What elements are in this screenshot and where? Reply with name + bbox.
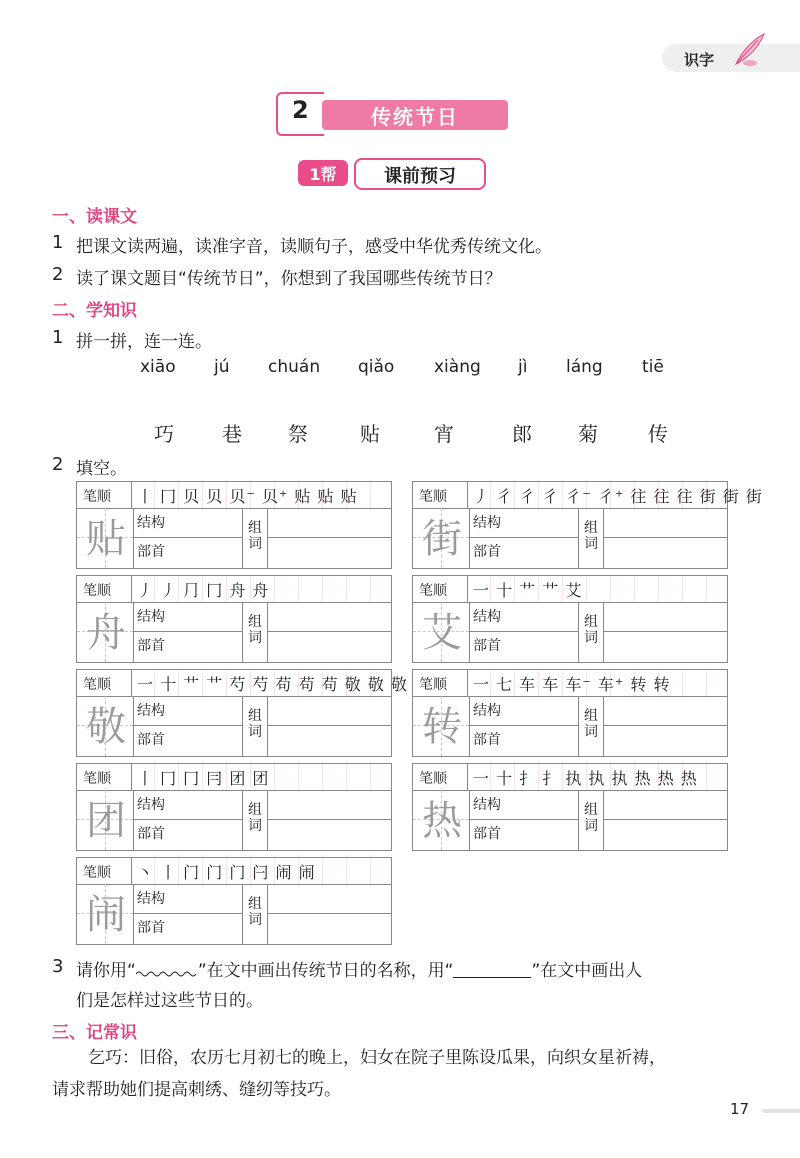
divider xyxy=(467,482,468,508)
divider xyxy=(242,696,243,756)
hanzi-item: 祭 xyxy=(288,422,308,446)
stroke-order-label: 笔顺 xyxy=(419,489,447,505)
divider xyxy=(469,790,470,850)
radical-label: 部首 xyxy=(473,638,501,654)
divider xyxy=(242,790,243,850)
pinyin-item: chuán xyxy=(268,357,321,377)
word-formation-label: 组词 xyxy=(248,614,262,646)
structure-label: 结构 xyxy=(137,891,165,907)
divider xyxy=(603,696,604,756)
stroke-order-sequence: 丨 冂 冂 冃 团 团 xyxy=(137,769,270,788)
stroke-order-label: 笔顺 xyxy=(83,771,111,787)
divider xyxy=(131,858,132,884)
stroke-order-sequence: 一 十 艹 艹 艾 xyxy=(473,581,583,600)
divider xyxy=(133,508,134,568)
stroke-order-sequence: 丿 彳 彳 彳 彳⁻ 彳⁺ 往 往 往 街 街 街 xyxy=(473,487,763,506)
pinyin-item: qiǎo xyxy=(358,357,395,377)
practice-character: 艾 xyxy=(422,610,462,656)
divider xyxy=(242,884,243,944)
question-text-part: ”在文中画出传统节日的名称，用“ xyxy=(197,961,454,981)
question-text: 填空。 xyxy=(76,459,127,479)
character-card xyxy=(412,763,728,851)
structure-label: 结构 xyxy=(473,703,501,719)
hanzi-item: 菊 xyxy=(578,422,598,446)
divider xyxy=(469,602,470,662)
radical-label: 部首 xyxy=(137,920,165,936)
structure-label: 结构 xyxy=(473,609,501,625)
stroke-order-label: 笔顺 xyxy=(419,771,447,787)
stroke-order-sequence: 一 十 艹 艹 芍 芍 苟 苟 苟 敬 敬 敬 xyxy=(137,675,408,694)
divider xyxy=(267,602,268,662)
divider xyxy=(467,670,468,696)
question-number: 1 xyxy=(52,232,64,253)
radical-label: 部首 xyxy=(473,732,501,748)
hanzi-item: 传 xyxy=(648,422,668,446)
divider xyxy=(133,884,134,944)
character-card xyxy=(76,669,408,757)
divider xyxy=(578,696,579,756)
section-heading-read: 一、读课文 xyxy=(52,207,137,227)
hanzi-item: 巧 xyxy=(154,422,174,446)
divider xyxy=(267,508,268,568)
radical-label: 部首 xyxy=(137,732,165,748)
structure-label: 结构 xyxy=(137,515,165,531)
question-text: 把课文读两遍，读准字音，读顺句子，感受中华优秀传统文化。 xyxy=(76,237,552,257)
divider xyxy=(134,631,242,632)
practice-character: 热 xyxy=(422,798,462,844)
pinyin-item: jì xyxy=(518,357,528,377)
stroke-order-sequence: 丿 丿 ⺆ 冂 舟 舟 xyxy=(137,581,270,600)
structure-label: 结构 xyxy=(473,515,501,531)
structure-label: 结构 xyxy=(137,797,165,813)
structure-label: 结构 xyxy=(137,609,165,625)
practice-character: 敬 xyxy=(86,704,126,750)
practice-character: 贴 xyxy=(86,516,126,562)
divider xyxy=(134,913,242,914)
divider xyxy=(604,537,727,538)
wavy-underline-sample xyxy=(136,966,198,978)
divider xyxy=(131,764,132,790)
divider xyxy=(604,631,727,632)
character-card xyxy=(76,857,392,945)
pinyin-item: xiāo xyxy=(140,357,176,377)
character-card xyxy=(412,481,763,569)
divider xyxy=(267,884,268,944)
divider xyxy=(470,537,578,538)
page-number: 17 xyxy=(730,1100,750,1118)
hanzi-item: 贴 xyxy=(360,422,380,446)
practice-character: 舟 xyxy=(86,610,126,656)
divider xyxy=(469,696,470,756)
knowledge-paragraph: 乞巧：旧俗，农历七月初七的晚上，妇女在院子里陈设瓜果，向织女星祈祷， xyxy=(88,1048,666,1068)
divider xyxy=(467,764,468,790)
divider xyxy=(578,602,579,662)
divider xyxy=(603,602,604,662)
divider xyxy=(131,670,132,696)
stroke-order-label: 笔顺 xyxy=(419,583,447,599)
hanzi-item: 巷 xyxy=(222,422,242,446)
divider xyxy=(603,790,604,850)
stroke-order-label: 笔顺 xyxy=(83,677,111,693)
word-formation-label: 组词 xyxy=(584,614,598,646)
knowledge-paragraph: 请求帮助她们提高刺绣、缝纫等技巧。 xyxy=(52,1080,341,1100)
divider xyxy=(604,819,727,820)
practice-character: 街 xyxy=(422,516,462,562)
practice-character: 团 xyxy=(86,798,126,844)
lesson-title: 传统节日 xyxy=(371,105,459,129)
structure-label: 结构 xyxy=(473,797,501,813)
divider xyxy=(470,631,578,632)
question-text: 拼一拼，连一连。 xyxy=(76,332,212,352)
pinyin-item: tiē xyxy=(642,357,664,377)
stroke-order-sequence: 丨 冂 贝 贝 贝⁻ 贝⁺ 贴 贴 贴 xyxy=(137,487,358,506)
hanzi-item: 郎 xyxy=(512,422,532,446)
divider xyxy=(578,508,579,568)
word-formation-label: 组词 xyxy=(584,802,598,834)
radical-label: 部首 xyxy=(137,638,165,654)
straight-underline-sample xyxy=(453,961,531,978)
pinyin-item: jú xyxy=(214,357,230,377)
divider xyxy=(134,819,242,820)
page-number-rule xyxy=(762,1109,800,1113)
divider xyxy=(133,696,134,756)
stroke-order-label: 笔顺 xyxy=(83,865,111,881)
word-formation-label: 组词 xyxy=(248,802,262,834)
character-card xyxy=(76,481,392,569)
question-text-part: ”在文中画出人 xyxy=(531,961,643,981)
feather-pen-icon xyxy=(728,32,768,68)
divider xyxy=(470,819,578,820)
hanzi-item: 宵 xyxy=(434,422,454,446)
stroke-order-label: 笔顺 xyxy=(83,583,111,599)
character-card xyxy=(76,575,392,663)
stroke-order-sequence: 一 十 扌 扌 执 执 执 热 热 热 xyxy=(473,769,698,788)
word-formation-label: 组词 xyxy=(584,520,598,552)
divider xyxy=(267,790,268,850)
word-formation-label: 组词 xyxy=(248,708,262,740)
divider xyxy=(470,725,578,726)
word-formation-label: 组词 xyxy=(248,520,262,552)
question-number: 1 xyxy=(52,327,64,348)
stroke-order-sequence: 一 七 车 车 车⁻ 车⁺ 转 转 xyxy=(473,675,671,694)
word-formation-label: 组词 xyxy=(248,896,262,928)
divider xyxy=(133,790,134,850)
character-card xyxy=(412,669,728,757)
stroke-order-sequence: 丶 丨 门 门 门 闩 闹 闹 xyxy=(137,863,316,882)
character-card xyxy=(76,763,392,851)
question-text: 读了课文题目“传统节日”，你想到了我国哪些传统节日？ xyxy=(76,269,502,289)
divider xyxy=(268,537,391,538)
divider xyxy=(268,725,391,726)
character-card xyxy=(412,575,728,663)
divider xyxy=(134,725,242,726)
radical-label: 部首 xyxy=(137,544,165,560)
practice-character: 转 xyxy=(422,704,462,750)
divider xyxy=(242,602,243,662)
divider xyxy=(603,508,604,568)
divider xyxy=(578,790,579,850)
divider xyxy=(268,913,391,914)
lesson-number: 2 xyxy=(292,96,309,124)
divider xyxy=(131,482,132,508)
radical-label: 部首 xyxy=(473,544,501,560)
structure-label: 结构 xyxy=(137,703,165,719)
practice-character: 闹 xyxy=(86,892,126,938)
pinyin-item: xiàng xyxy=(434,357,481,377)
question-text-part: 请你用“ xyxy=(76,961,136,981)
divider xyxy=(133,602,134,662)
word-formation-label: 组词 xyxy=(584,708,598,740)
chapter-tag-label: 识字 xyxy=(684,51,715,69)
part-badge-label: 1帮 xyxy=(309,165,337,184)
question-number: 2 xyxy=(52,454,64,475)
question-number: 2 xyxy=(52,264,64,285)
divider xyxy=(242,508,243,568)
question-number: 3 xyxy=(52,956,64,977)
divider xyxy=(267,696,268,756)
radical-label: 部首 xyxy=(137,826,165,842)
part-title: 课前预习 xyxy=(384,166,456,187)
pinyin-item: láng xyxy=(566,357,603,377)
section-heading-knowledge: 三、记常识 xyxy=(52,1023,137,1043)
stroke-order-label: 笔顺 xyxy=(419,677,447,693)
divider xyxy=(467,576,468,602)
divider xyxy=(469,508,470,568)
divider xyxy=(268,631,391,632)
divider xyxy=(131,576,132,602)
divider xyxy=(604,725,727,726)
stroke-order-label: 笔顺 xyxy=(83,489,111,505)
divider xyxy=(268,819,391,820)
question-text: 们是怎样过这些节日的。 xyxy=(76,991,263,1011)
divider xyxy=(134,537,242,538)
question-text xyxy=(76,956,642,981)
section-heading-learn: 二、学知识 xyxy=(52,301,137,321)
radical-label: 部首 xyxy=(473,826,501,842)
